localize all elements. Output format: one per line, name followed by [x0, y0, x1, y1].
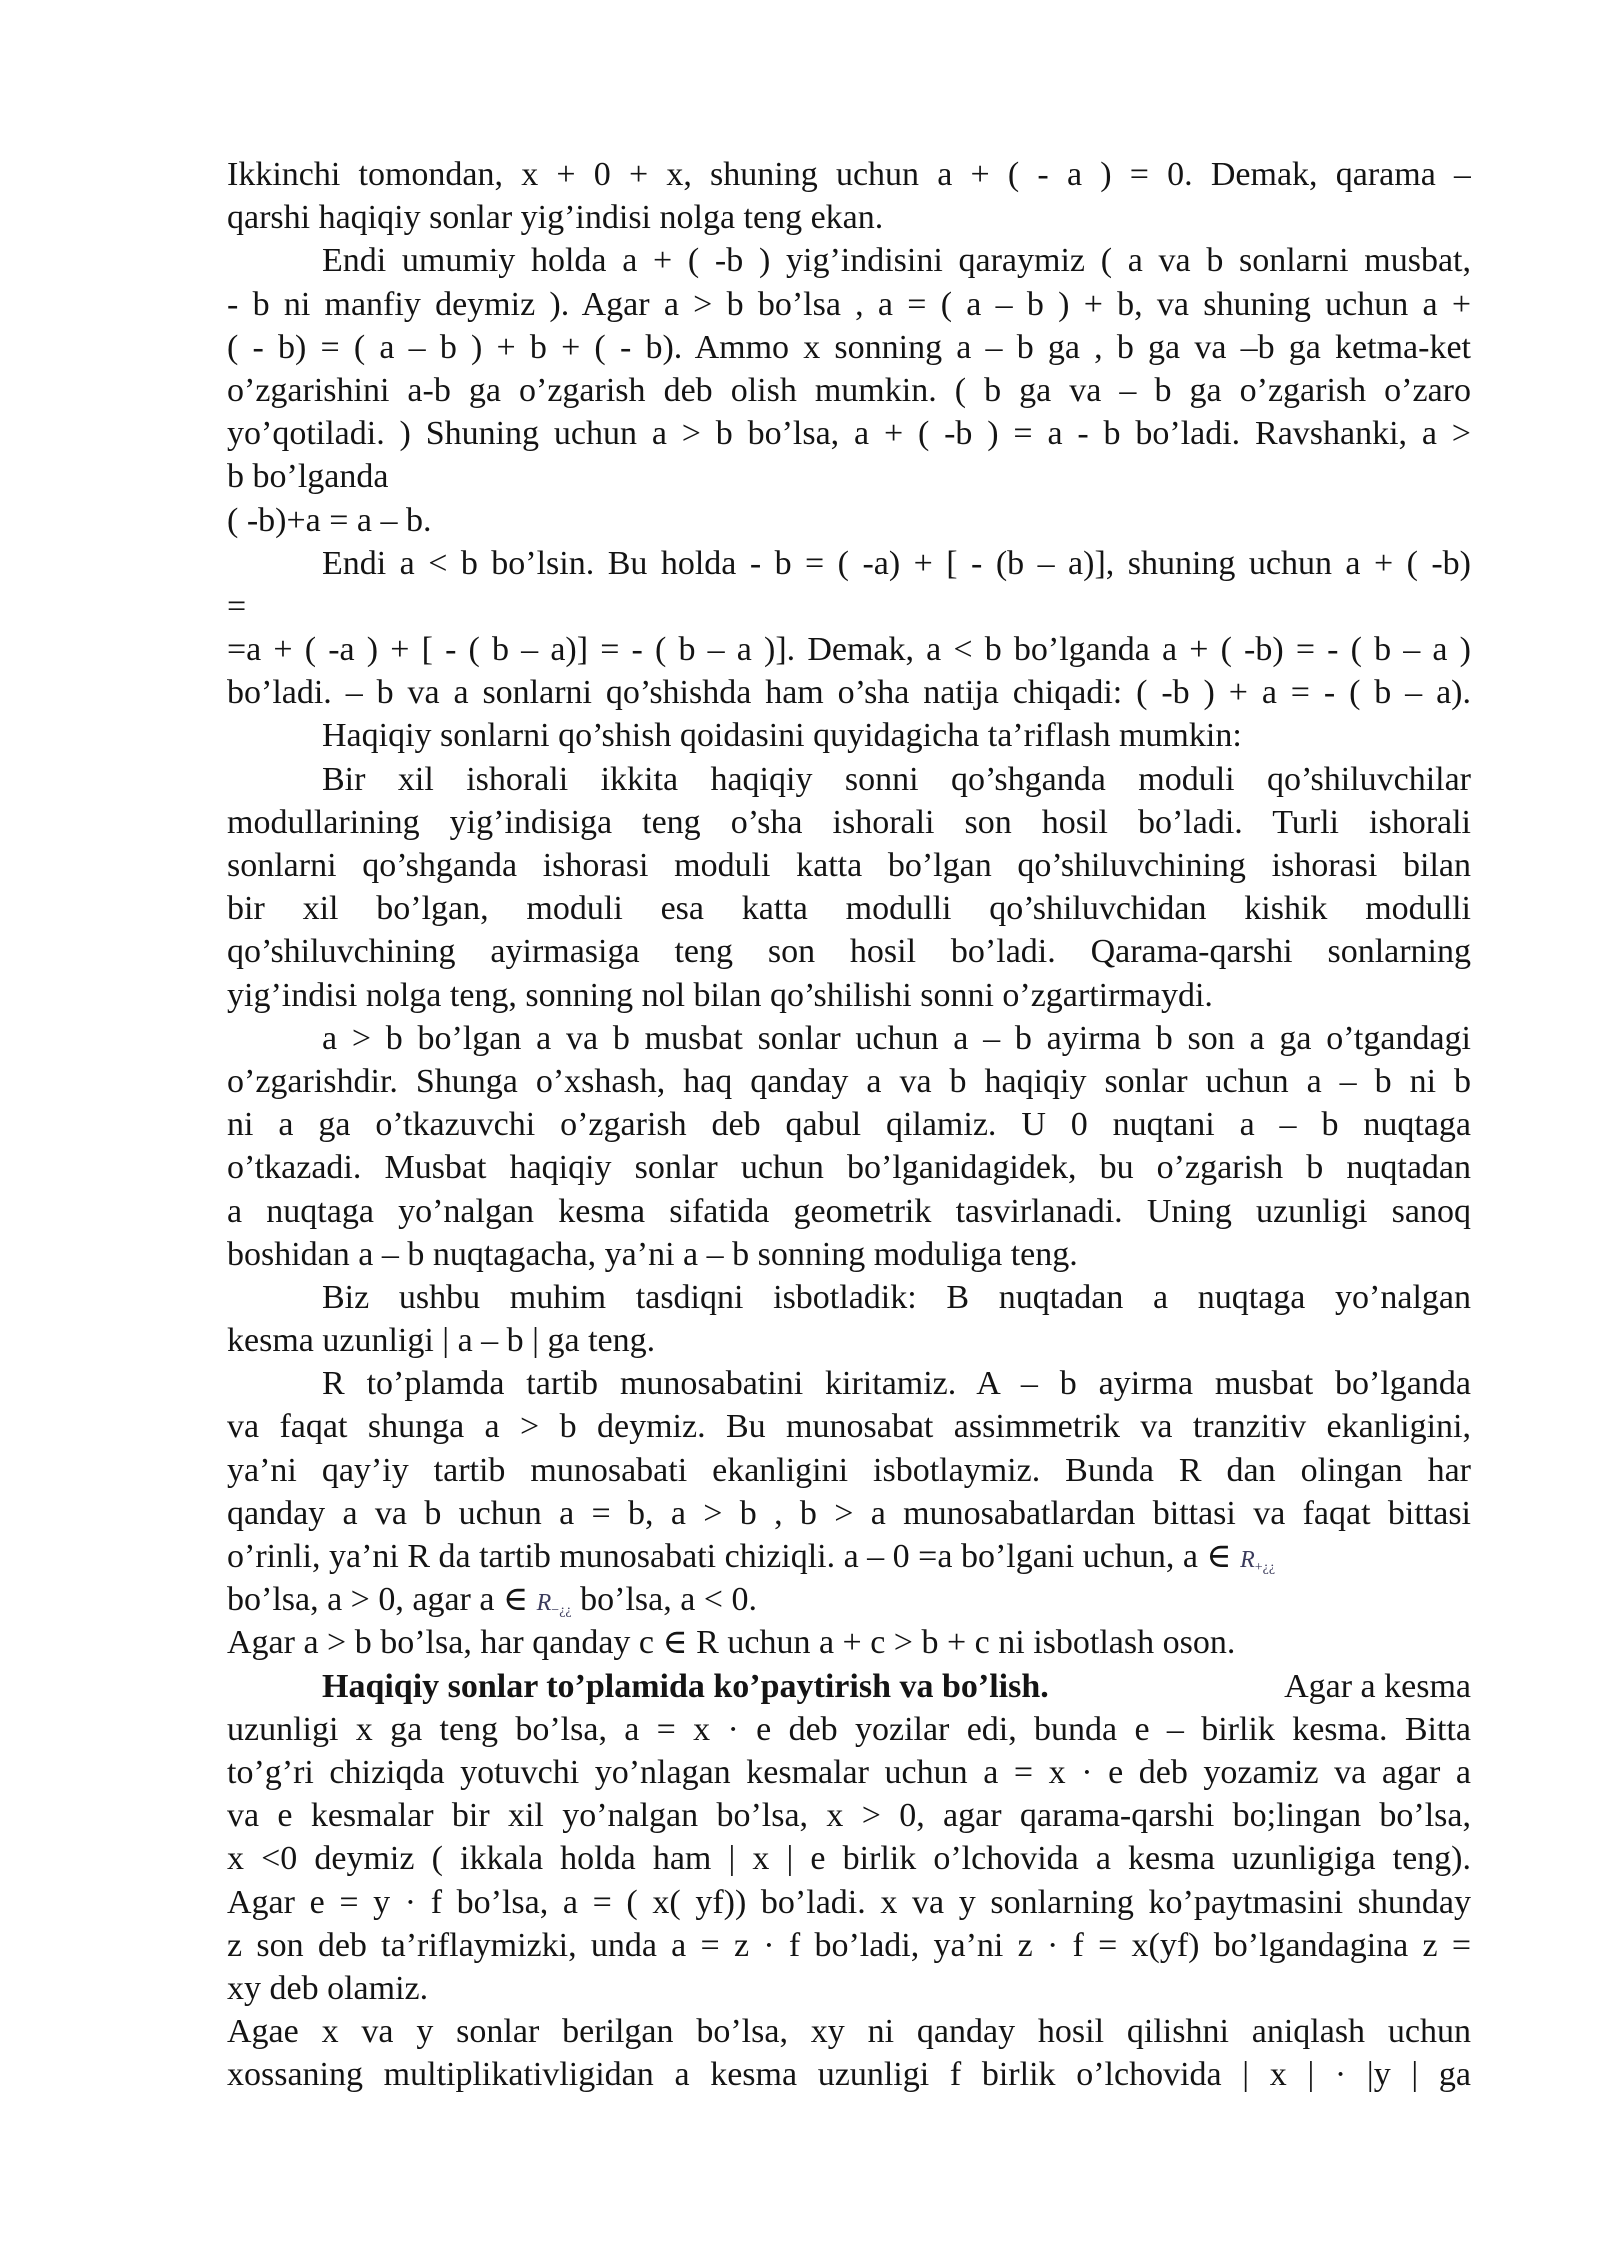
text-line: a > b bo’lgan a va b musbat sonlar uchun a – b ayirma b son a ga o’tgandagi [322, 1019, 1471, 1057]
document-body [227, 153, 1471, 2096]
text-line: uzunligi x ga teng bo’lsa, a = x · e deb yozilar edi, bunda e – birlik kesma. Bitta [227, 1710, 1471, 1748]
text-line: Endi a < b bo’lsin. Bu holda - b = ( -a) + [ - (b – a)], shuning uchun a + ( -b) [322, 544, 1471, 582]
text-line-with-math [227, 1535, 1471, 1578]
text-line: xossaning multiplikativligidan a kesma uzunligi f birlik o’lchovida | x | · |y | ga [227, 2056, 1471, 2094]
text-line: bo’ladi. – b va a sonlarni qo’shishda ham o’sha natija chiqadi: ( -b ) + a = - ( b – a). [227, 674, 1471, 712]
text-line-with-math [227, 1578, 1471, 1621]
text-line: yig’indisi nolga teng, sonning nol bilan qo’shilishi sonni o’zgartirmaydi. [227, 976, 1213, 1014]
text-line: o’tkazadi. Musbat haqiqiy sonlar uchun bo’lganidagidek, bu o’zgarish b nuqtadan [227, 1149, 1471, 1187]
text-line: qarshi haqiqiy sonlar yig’indisi nolga teng ekan. [227, 199, 884, 237]
text-line: xy deb olamiz. [227, 1969, 429, 2007]
text-line: modullarining yig’indisiga teng o’sha ishorali son hosil bo’ladi. Turli ishorali [227, 803, 1471, 841]
text-line: o’zgarishdir. Shunga o’xshash, haq qanday a va b haqiqiy sonlar uchun a – b ni b [227, 1062, 1471, 1100]
text-fragment: bo’lsa, a < 0. [580, 1581, 757, 1619]
r-plus-symbol: R+¿¿ [1240, 1547, 1276, 1575]
text-line: qanday a va b uchun a = b, a > b , b > a munosabatlardan bittasi va faqat bittasi [227, 1494, 1471, 1532]
text-line: sonlarni qo’shganda ishorasi moduli katta bo’lgan qo’shiluvchining ishorasi bilan [227, 847, 1471, 884]
text-line: = [227, 587, 247, 625]
text-fragment: o’rinli, ya’ni R da tartib munosabati chiziqli. a – 0 =a bo’lgani uchun, a ∈ [227, 1538, 1232, 1575]
text-line: Biz ushbu muhim tasdiqni isbotladik: B nuqtadan a nuqtaga yo’nalgan [322, 1278, 1471, 1316]
text-line: - b ni manfiy deymiz ). Agar a > b bo’lsa , a = ( a – b ) + b, va shuning uchun a + [227, 285, 1471, 323]
text-fragment: bo’lsa, a > 0, agar a ∈ [227, 1581, 529, 1619]
text-line: boshidan a – b nuqtagacha, ya’ni a – b sonning moduliga teng. [227, 1235, 1078, 1273]
text-line: a nuqtaga yo’nalgan kesma sifatida geometrik tasvirlanadi. Uning uzunligi sanoq [227, 1192, 1471, 1230]
text-line: va faqat shunga a > b deymiz. Bu munosabat assimmetrik va tranzitiv ekanligini, [227, 1408, 1471, 1446]
text-line: o’zgarishini a-b ga o’zgarish deb olish mumkin. ( b ga va – b ga o’zgarish o’zaro [227, 371, 1471, 409]
text-line: to’g’ri chiziqda yotuvchi yo’nlagan kesmalar uchun a = x · e deb yozamiz va agar a [227, 1753, 1471, 1791]
section-heading: Haqiqiy sonlar to’plamida ko’paytirish va bo’lish. [322, 1667, 1049, 1705]
text-line: Ikkinchi tomondan, x + 0 + x, shuning uchun a + ( - a ) = 0. Demak, qarama – [227, 156, 1471, 193]
text-line: ni a ga o’tkazuvchi o’zgarish deb qabul qilamiz. U 0 nuqtani a – b nuqtaga [227, 1106, 1471, 1144]
text-line: ( -b)+a = a – b. [227, 501, 432, 539]
text-line: bir xil bo’lgan, moduli esa katta modulli qo’shiluvchidan kishik modulli [227, 890, 1471, 928]
text-line: b bo’lganda [227, 458, 389, 496]
text-line: ya’ni qay’iy tartib munosabati ekanligini isbotlaymiz. Bunda R dan olingan har [227, 1451, 1471, 1489]
text-line: Agae x va y sonlar berilgan bo’lsa, xy ni qanday hosil qilishni aniqlash uchun [227, 2013, 1471, 2051]
text-line: Haqiqiy sonlarni qo’shish qoidasini quyidagicha ta’riflash mumkin: [322, 717, 1242, 755]
text-line: qo’shiluvchining ayirmasiga teng son hosil bo’ladi. Qarama-qarshi sonlarning [227, 933, 1471, 971]
text-line: kesma uzunligi | a – b | ga teng. [227, 1322, 656, 1360]
text-line: Agar a > b bo’lsa, har qanday c ∈ R uchun a + c > b + c ni isbotlash oson. [227, 1624, 1236, 1662]
text-line: ( - b) = ( a – b ) + b + ( - b). Ammo x sonning a – b ga , b ga va –b ga ketma-ket [227, 328, 1471, 366]
text-fragment: Agar a kesma [1284, 1667, 1471, 1705]
text-line: va e kesmalar bir xil yo’nalgan bo’lsa, x > 0, agar qarama-qarshi bo;lingan bo’lsa, [227, 1797, 1471, 1835]
text-line: R to’plamda tartib munosabatini kiritamiz. A – b ayirma musbat bo’lganda [322, 1365, 1471, 1403]
text-line: Agar e = y · f bo’lsa, a = ( x( yf)) bo’ladi. x va y sonlarning ko’paytmasini shunday [227, 1883, 1471, 1921]
text-line: x <0 deymiz ( ikkala holda ham | x | e birlik o’lchovida a kesma uzunligiga teng). [227, 1840, 1471, 1878]
r-minus-symbol: R−¿¿ [536, 1590, 572, 1619]
text-line: z son deb ta’riflaymizki, unda a = z · f bo’ladi, ya’ni z · f = x(yf) bo’lgandagina z = [227, 1926, 1471, 1964]
section-heading-line [227, 1665, 1471, 1708]
text-line: yo’qotiladi. ) Shuning uchun a > b bo’lsa, a + ( -b ) = a - b bo’ladi. Ravshanki, a > [227, 415, 1471, 453]
text-line: =a + ( -a ) + [ - ( b – a)] = - ( b – a )]. Demak, a < b bo’lganda a + ( -b) = - ( b – a ) [227, 631, 1471, 669]
text-line: Endi umumiy holda a + ( -b ) yig’indisini qaraymiz ( a va b sonlarni musbat, [322, 242, 1471, 280]
text-line: Bir xil ishorali ikkita haqiqiy sonni qo’shganda moduli qo’shiluvchilar [322, 760, 1471, 798]
